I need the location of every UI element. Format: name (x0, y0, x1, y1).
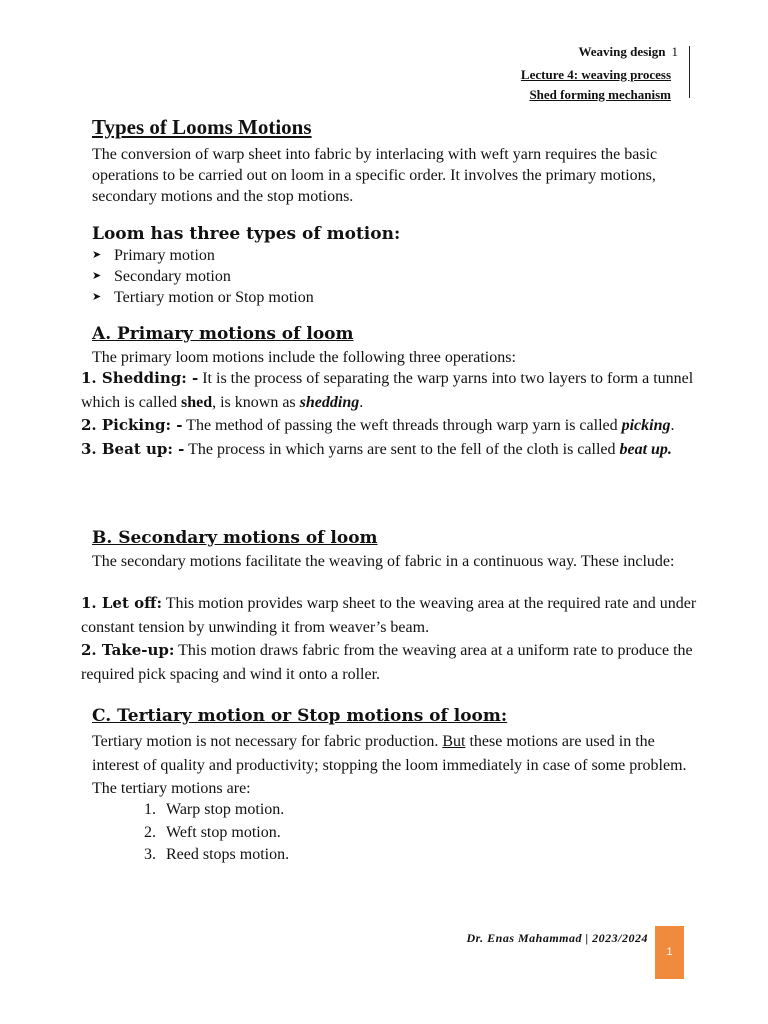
item-term: picking (621, 417, 671, 434)
list-item (92, 266, 314, 287)
item-text: . (359, 393, 364, 411)
header-lecture: Lecture 4: weaving process (520, 67, 671, 82)
header-topic: Shed forming mechanism (529, 87, 671, 102)
item-label: 1. Shedding: - (81, 369, 199, 387)
section-b-items (81, 592, 701, 686)
item-text: It is the process of separating the warp yarns into two layers to form a tunnel which is called (81, 370, 694, 411)
list-item-text: Tertiary motion or Stop motion (114, 289, 314, 306)
intro-underlined: But (442, 733, 466, 750)
tertiary-motions-list (144, 799, 289, 867)
section-c-intro (92, 730, 687, 801)
header-page-number: 1 (671, 44, 678, 59)
list-item (144, 822, 289, 845)
intro-text: these motions are used in the interest of quality and productivity; stopping the loom immediately in case of some problem. The tertiary motions are: (92, 733, 687, 797)
item-number: 2. (144, 823, 156, 841)
item-term: shed (180, 393, 213, 411)
list-item-text: Primary motion (114, 247, 215, 264)
item-text: This motion draws fabric from the weaving area at a uniform rate to produce the required pick spacing and wind it onto a roller. (81, 642, 693, 683)
intro-text: Tertiary motion is not necessary for fabric production. (92, 733, 443, 750)
section-c-heading: C. Tertiary motion or Stop motions of loom: (92, 706, 508, 726)
item-text: Warp stop motion. (166, 801, 285, 818)
list-item (81, 414, 701, 438)
item-text: The method of passing the weft threads through warp yarn is called (182, 417, 622, 434)
footer-page-box: 1 (655, 926, 684, 979)
page-title: Types of Looms Motions (92, 115, 312, 139)
arrow-bullet-icon: ➤ (92, 270, 102, 282)
list-item (81, 367, 701, 414)
item-text: , is known as (212, 393, 300, 411)
item-text: Weft stop motion. (166, 823, 281, 841)
item-label: 2. Picking: - (81, 416, 183, 434)
section-a-intro: The primary loom motions include the following three operations: (92, 349, 516, 366)
section-a-heading: A. Primary motions of loom (92, 324, 354, 344)
section-b-intro: The secondary motions facilitate the weaving of fabric in a continuous way. These include: (92, 553, 675, 570)
header-course-text: Weaving design (578, 44, 666, 59)
footer-author: Dr. Enas Mahammad | 2023/2024 (466, 931, 648, 945)
item-text: . (670, 417, 675, 434)
item-label: 2. Take-up: (81, 641, 175, 659)
types-list (92, 245, 314, 308)
item-term: shedding (299, 393, 360, 411)
header-divider (689, 46, 690, 98)
item-label: 1. Let off: (81, 594, 162, 612)
item-number: 3. (144, 846, 156, 863)
list-item (144, 799, 289, 822)
header-course (578, 44, 678, 60)
arrow-bullet-icon: ➤ (92, 249, 102, 261)
item-label: 3. Beat up: - (81, 439, 185, 458)
arrow-bullet-icon: ➤ (92, 291, 102, 303)
item-text: The process in which yarns are sent to the fell of the cloth is called (184, 440, 620, 458)
item-number: 1. (144, 801, 156, 818)
list-item (92, 287, 314, 308)
item-term: beat up. (619, 440, 672, 458)
list-item (92, 245, 314, 266)
list-item (81, 639, 701, 686)
list-item-text: Secondary motion (114, 268, 231, 285)
section-a-items (81, 367, 701, 461)
section-b-heading: B. Secondary motions of loom (92, 528, 378, 548)
list-item (81, 592, 701, 639)
item-text: This motion provides warp sheet to the weaving area at the required rate and under constant tension by unwinding it from weaver’s beam. (81, 595, 697, 636)
types-heading: Loom has three types of motion: (92, 224, 401, 244)
item-text: Reed stops motion. (166, 846, 290, 863)
list-item (81, 438, 701, 462)
intro-paragraph: The conversion of warp sheet into fabric by interlacing with weft yarn requires the basic operations to be carried out on loom in a specific order. It involves the primary motions, secondary motions and the stop motions. (92, 146, 658, 205)
list-item (144, 844, 289, 867)
